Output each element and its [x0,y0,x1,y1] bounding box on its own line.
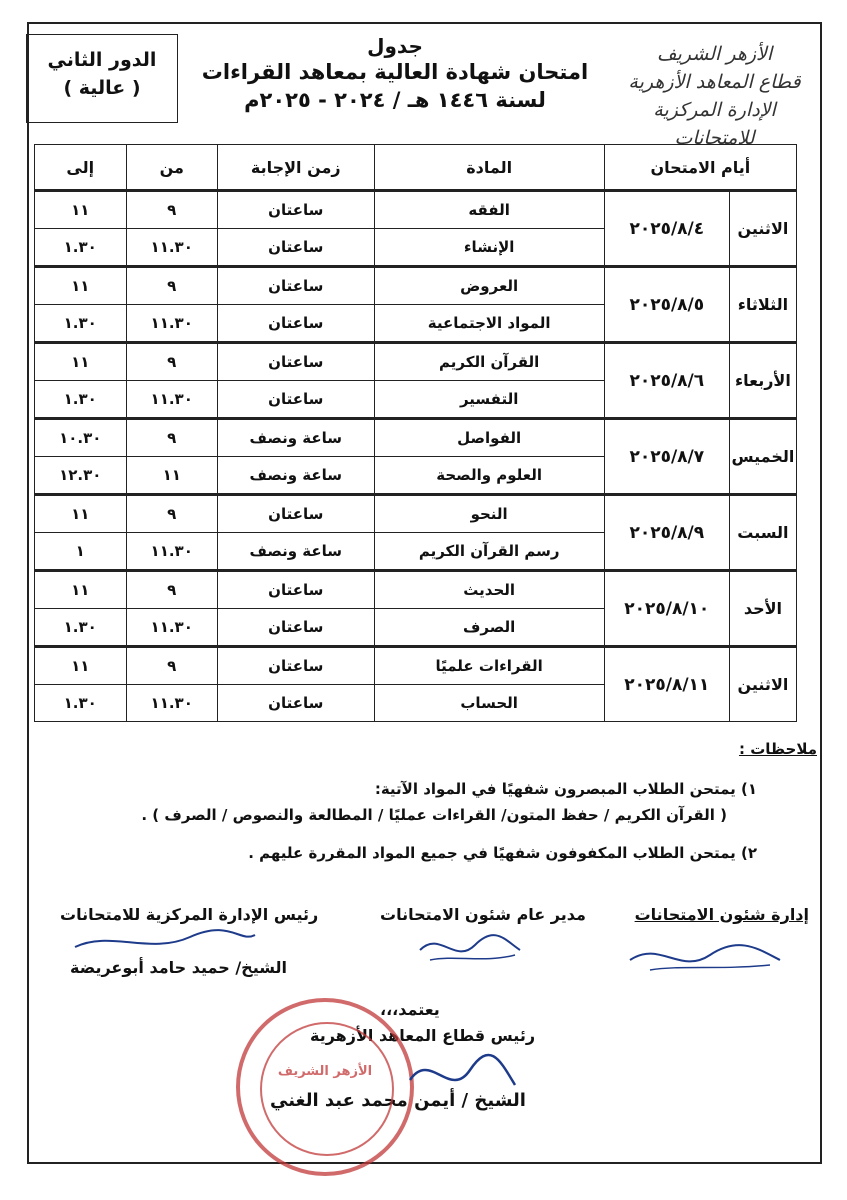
table-row [35,343,797,381]
subject-cell: الفقه [374,191,604,229]
document-title [185,34,605,112]
table-row [35,267,797,305]
table-row [35,419,797,457]
duration-cell: ساعتان [217,343,374,381]
from-time-cell: ٩ [126,495,217,533]
header-from: من [126,145,217,191]
from-time-cell: ٩ [126,191,217,229]
organization-header [612,40,817,152]
handwritten-signature-central [70,925,260,960]
from-time-cell: ٩ [126,267,217,305]
official-seal [236,998,414,1176]
duration-cell: ساعة ونصف [217,419,374,457]
subject-cell: الحديث [374,571,604,609]
from-time-cell: ١١.٣٠ [126,609,217,647]
note-1: ١) يمتحن الطلاب المبصرون شفهيًا في المواد الآتية: [374,780,757,798]
exam-date: ٢٠٢٥/٨/٧ [604,419,729,495]
org-line-3: الإدارة المركزية للامتحانات [653,99,776,149]
note-1-detail: ( القرآن الكريم / حفظ المتون/ القراءات عمليًا / المطالعة والنصوص / الصرف ) . [141,806,727,824]
title-line-2: امتحان شهادة العالية بمعاهد القراءات [201,60,589,84]
exam-day: الاثنين [729,647,796,722]
duration-cell: ساعتان [217,267,374,305]
from-time-cell: ١١.٣٠ [126,305,217,343]
duration-cell: ساعتان [217,571,374,609]
subject-cell: القراءات علميًا [374,647,604,685]
sector-head-name: الشيخ / أيمن محمد عبد الغني [270,1090,526,1111]
table-row [35,495,797,533]
from-time-cell: ١١.٣٠ [126,229,217,267]
to-time-cell: ١١ [35,495,127,533]
from-time-cell: ١١.٣٠ [126,533,217,571]
duration-cell: ساعتان [217,191,374,229]
round-box [26,34,178,123]
org-line-2: قطاع المعاهد الأزهرية [628,71,801,93]
duration-cell: ساعتان [217,495,374,533]
header-days: أيام الامتحان [604,145,796,191]
duration-cell: ساعتان [217,685,374,722]
central-head-name: الشيخ/ حميد حامد أبوعريضة [70,958,287,977]
to-time-cell: ١٠.٣٠ [35,419,127,457]
subject-cell: الإنشاء [374,229,604,267]
exam-date: ٢٠٢٥/٨/٤ [604,191,729,267]
to-time-cell: ١٢.٣٠ [35,457,127,495]
subject-cell: الحساب [374,685,604,722]
table-row [35,191,797,229]
subject-cell: التفسير [374,381,604,419]
header-subject: المادة [374,145,604,191]
to-time-cell: ١١ [35,191,127,229]
subject-cell: الصرف [374,609,604,647]
handwritten-signature-sector-head [400,1040,520,1110]
table-row [35,571,797,609]
sector-head-title: رئيس قطاع المعاهد الأزهرية [310,1026,536,1045]
exam-schedule-table [34,144,797,722]
from-time-cell: ١١ [126,457,217,495]
exam-date: ٢٠٢٥/٨/٩ [604,495,729,571]
exam-day: الاثنين [729,191,796,267]
handwritten-signature-director [415,925,525,970]
to-time-cell: ١١ [35,343,127,381]
exam-date: ٢٠٢٥/٨/١٠ [604,571,729,647]
notes-heading: ملاحظات : [738,740,817,758]
duration-cell: ساعتان [217,609,374,647]
table-row [35,647,797,685]
subject-cell: القرآن الكريم [374,343,604,381]
duration-cell: ساعتان [217,229,374,267]
exam-day: الأربعاء [729,343,796,419]
to-time-cell: ١١ [35,267,127,305]
subject-cell: رسم القرآن الكريم [374,533,604,571]
subject-cell: العروض [374,267,604,305]
to-time-cell: ١.٣٠ [35,305,127,343]
from-time-cell: ٩ [126,647,217,685]
from-time-cell: ٩ [126,343,217,381]
org-line-1: الأزهر الشريف [656,43,773,65]
from-time-cell: ١١.٣٠ [126,685,217,722]
duration-cell: ساعتان [217,381,374,419]
note-2: ٢) يمتحن الطلاب المكفوفون شفهيًا في جميع المواد المقررة عليهم . [248,844,757,862]
title-line-3: لسنة ١٤٤٦ هـ / ٢٠٢٤ - ٢٠٢٥م [244,88,546,112]
duration-cell: ساعتان [217,305,374,343]
table-header-row [35,145,797,191]
handwritten-signature-admin [620,930,790,980]
from-time-cell: ٩ [126,419,217,457]
exam-day: السبت [729,495,796,571]
exam-day: الثلاثاء [729,267,796,343]
to-time-cell: ١.٣٠ [35,229,127,267]
central-head-title: رئيس الإدارة المركزية للامتحانات [60,905,319,924]
seal-text: الأزهر الشريف [277,1064,373,1079]
exam-date: ٢٠٢٥/٨/٦ [604,343,729,419]
exam-day: الخميس [729,419,796,495]
exam-day: الأحد [729,571,796,647]
to-time-cell: ١١ [35,571,127,609]
to-time-cell: ١.٣٠ [35,609,127,647]
from-time-cell: ٩ [126,571,217,609]
round-label: الدور الثاني [47,49,157,71]
exams-admin-signature: إدارة شئون الامتحانات [634,905,809,924]
to-time-cell: ١.٣٠ [35,381,127,419]
approval-label: يعتمد،،، [380,1000,440,1019]
exam-date: ٢٠٢٥/٨/١١ [604,647,729,722]
title-line-1: جدول [367,34,423,58]
header-duration: زمن الإجابة [217,145,374,191]
subject-cell: العلوم والصحة [374,457,604,495]
round-level: ( عالية ) [63,77,141,99]
from-time-cell: ١١.٣٠ [126,381,217,419]
to-time-cell: ١.٣٠ [35,685,127,722]
to-time-cell: ١١ [35,647,127,685]
duration-cell: ساعة ونصف [217,533,374,571]
exams-director-signature: مدير عام شئون الامتحانات [380,905,586,924]
subject-cell: النحو [374,495,604,533]
to-time-cell: ١ [35,533,127,571]
subject-cell: المواد الاجتماعية [374,305,604,343]
duration-cell: ساعة ونصف [217,457,374,495]
duration-cell: ساعتان [217,647,374,685]
exam-date: ٢٠٢٥/٨/٥ [604,267,729,343]
subject-cell: الفواصل [374,419,604,457]
header-to: إلى [35,145,127,191]
